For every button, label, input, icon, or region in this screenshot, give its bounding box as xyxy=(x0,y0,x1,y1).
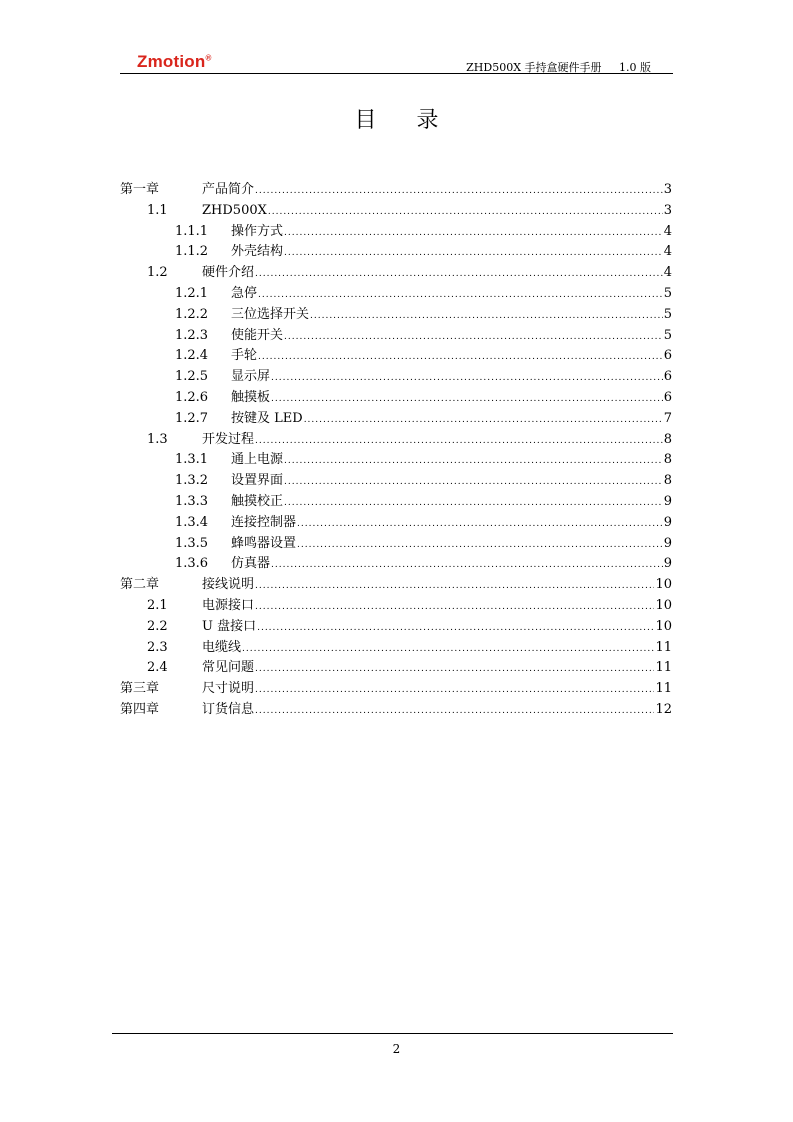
toc-entry-number: 2.4 xyxy=(147,660,168,676)
toc-entry-label: 尺寸说明 xyxy=(202,681,255,697)
toc-entry-label: 连接控制器 xyxy=(231,514,297,530)
toc-entry-label: 三位选择开关 xyxy=(231,306,310,322)
toc-entry-label: 触摸校正 xyxy=(231,493,284,509)
toc-entry[interactable] xyxy=(120,201,672,222)
toc-dot-leader xyxy=(255,576,654,597)
toc-dot-leader xyxy=(255,431,663,452)
toc-dot-leader xyxy=(258,347,663,368)
toc-entry-label: 按键及 LED xyxy=(231,410,303,426)
toc-dot-leader xyxy=(255,181,663,202)
toc-entry-label: 急停 xyxy=(231,285,258,301)
toc-entry[interactable] xyxy=(120,554,672,575)
toc-entry-number: 第二章 xyxy=(120,577,160,593)
toc-entry-page: 5 xyxy=(663,285,672,301)
toc-entry-label: 使能开关 xyxy=(231,327,284,343)
toc-entry-label: 产品简介 xyxy=(202,182,255,197)
toc-entry[interactable] xyxy=(120,222,672,243)
toc-entry-label: 常见问题 xyxy=(202,660,255,676)
toc-entry[interactable] xyxy=(120,367,672,388)
toc-entry-page: 7 xyxy=(663,410,672,426)
toc-entry-number: 第一章 xyxy=(120,182,160,197)
toc-entry[interactable] xyxy=(120,284,672,305)
toc-entry-number: 2.2 xyxy=(147,618,168,634)
toc-entry[interactable] xyxy=(120,409,672,430)
toc-entry[interactable] xyxy=(120,326,672,347)
toc-entry-page: 8 xyxy=(663,431,672,447)
toc-entry[interactable] xyxy=(120,346,672,367)
toc-dot-leader xyxy=(304,410,663,431)
toc-entry-label: 硬件介绍 xyxy=(202,265,255,281)
toc-entry-page: 6 xyxy=(663,369,672,385)
toc-entry[interactable] xyxy=(120,658,672,679)
toc-entry-label: 设置界面 xyxy=(231,473,284,489)
toc-entry[interactable] xyxy=(120,700,672,721)
toc-dot-leader xyxy=(255,264,663,285)
toc-entry[interactable] xyxy=(120,638,672,659)
toc-entry-page: 10 xyxy=(655,597,672,613)
toc-entry-number: 1.3.3 xyxy=(175,493,209,509)
toc-entry-number: 第四章 xyxy=(120,701,160,717)
toc-dot-leader xyxy=(310,306,663,327)
toc-entry-number: 2.1 xyxy=(147,597,168,613)
toc-entry[interactable] xyxy=(120,388,672,409)
toc-dot-leader xyxy=(268,202,663,223)
toc-entry[interactable] xyxy=(120,430,672,451)
toc-entry-number: 1.2.3 xyxy=(175,327,209,343)
toc-entry-number: 1.2 xyxy=(147,265,168,281)
toc-entry-page: 9 xyxy=(663,556,672,572)
toc-entry-page: 8 xyxy=(663,452,672,468)
toc-entry-page: 12 xyxy=(655,701,672,717)
registered-mark: ® xyxy=(205,53,212,63)
toc-entry[interactable] xyxy=(120,513,672,534)
toc-entry-number: 1.2.4 xyxy=(175,348,209,364)
toc-entry-number: 1.3.5 xyxy=(175,535,209,551)
toc-entry[interactable] xyxy=(120,450,672,471)
toc-entry-number: 1.3 xyxy=(147,431,168,447)
toc-dot-leader xyxy=(297,514,663,535)
toc-entry-label: 显示屏 xyxy=(231,369,271,385)
page-title: 目录 xyxy=(354,108,479,133)
toc-entry-page: 6 xyxy=(663,389,672,405)
toc-entry-page: 10 xyxy=(655,618,672,634)
toc-entry-page: 6 xyxy=(663,348,672,364)
toc-entry-number: 1.1 xyxy=(147,202,168,218)
document-header-title: ZHD500X 手持盒硬件手册 1.0 版 xyxy=(466,61,651,74)
toc-entry[interactable] xyxy=(120,679,672,700)
toc-entry[interactable] xyxy=(120,180,672,201)
toc-entry-page: 11 xyxy=(655,681,672,697)
toc-entry-number: 1.1.2 xyxy=(175,244,209,260)
toc-entry-number: 2.3 xyxy=(147,639,168,655)
toc-entry-page: 11 xyxy=(655,660,672,676)
toc-entry-number: 1.3.4 xyxy=(175,514,209,530)
toc-dot-leader xyxy=(271,389,663,410)
toc-entry-label: 蜂鸣器设置 xyxy=(231,535,297,551)
toc-entry-number: 1.3.1 xyxy=(175,452,209,468)
toc-entry-page: 5 xyxy=(663,306,672,322)
toc-dot-leader xyxy=(271,555,663,576)
toc-dot-leader xyxy=(284,493,663,514)
toc-dot-leader xyxy=(284,451,663,472)
toc-entry-page: 3 xyxy=(663,202,672,218)
toc-entry-label: 通上电源 xyxy=(231,452,284,468)
toc-entry-label: 电源接口 xyxy=(202,597,255,613)
toc-entry-page: 10 xyxy=(655,577,672,593)
toc-dot-leader xyxy=(271,368,663,389)
toc-entry-page: 9 xyxy=(663,493,672,509)
toc-entry-label: 手轮 xyxy=(231,348,258,364)
toc-entry-page: 4 xyxy=(663,265,672,281)
toc-entry-number: 1.1.1 xyxy=(175,223,209,239)
toc-entry[interactable] xyxy=(120,471,672,492)
toc-entry[interactable] xyxy=(120,492,672,513)
toc-entry-label: 订货信息 xyxy=(202,701,255,717)
toc-entry[interactable] xyxy=(120,263,672,284)
toc-entry-number: 1.2.1 xyxy=(175,285,209,301)
toc-entry[interactable] xyxy=(120,596,672,617)
toc-dot-leader xyxy=(284,472,663,493)
toc-dot-leader xyxy=(255,680,654,701)
toc-dot-leader xyxy=(255,701,654,722)
toc-entry[interactable] xyxy=(120,242,672,263)
toc-entry-number: 1.3.6 xyxy=(175,556,209,572)
toc-dot-leader xyxy=(242,639,654,660)
toc-entry-label: ZHD500X xyxy=(202,202,267,218)
toc-entry-page: 8 xyxy=(663,473,672,489)
toc-entry[interactable] xyxy=(120,305,672,326)
toc-entry-number: 第三章 xyxy=(120,681,160,697)
toc-entry-number: 1.2.6 xyxy=(175,389,209,405)
toc-dot-leader xyxy=(255,597,654,618)
toc-entry[interactable] xyxy=(120,534,672,555)
brand-logo-text: Zmotion xyxy=(137,52,206,71)
toc-entry-page: 9 xyxy=(663,514,672,530)
toc-entry-label: U 盘接口 xyxy=(202,618,257,634)
toc-entry-number: 1.3.2 xyxy=(175,473,209,489)
toc-dot-leader xyxy=(297,535,663,556)
header-divider xyxy=(120,73,673,74)
toc-dot-leader xyxy=(284,327,663,348)
toc-entry-label: 仿真器 xyxy=(231,556,271,572)
page-number: 2 xyxy=(392,1042,401,1056)
toc-entry-label: 外壳结构 xyxy=(231,244,284,260)
toc-dot-leader xyxy=(284,243,663,264)
toc-entry-label: 操作方式 xyxy=(231,223,284,239)
toc-entry-page: 9 xyxy=(663,535,672,551)
toc-dot-leader xyxy=(257,618,654,639)
toc-entry-number: 1.2.2 xyxy=(175,306,209,322)
toc-entry-page: 3 xyxy=(663,182,672,197)
toc-entry-page: 4 xyxy=(663,223,672,239)
toc-entry[interactable] xyxy=(120,617,672,638)
toc-dot-leader xyxy=(284,223,663,244)
toc-entry[interactable] xyxy=(120,575,672,596)
toc-entry-label: 触摸板 xyxy=(231,389,271,405)
brand-logo xyxy=(137,52,212,72)
toc-entry-label: 接线说明 xyxy=(202,577,255,593)
toc-entry-label: 电缆线 xyxy=(202,639,242,655)
toc-dot-leader xyxy=(255,659,654,680)
toc-entry-label: 开发过程 xyxy=(202,431,255,447)
toc-entry-page: 11 xyxy=(655,639,672,655)
toc-entry-number: 1.2.5 xyxy=(175,369,209,385)
toc-entry-page: 5 xyxy=(663,327,672,343)
toc-entry-number: 1.2.7 xyxy=(175,410,209,426)
toc-entry-page: 4 xyxy=(663,244,672,260)
toc-dot-leader xyxy=(258,285,663,306)
footer-divider xyxy=(112,1033,673,1034)
table-of-contents xyxy=(120,180,672,721)
